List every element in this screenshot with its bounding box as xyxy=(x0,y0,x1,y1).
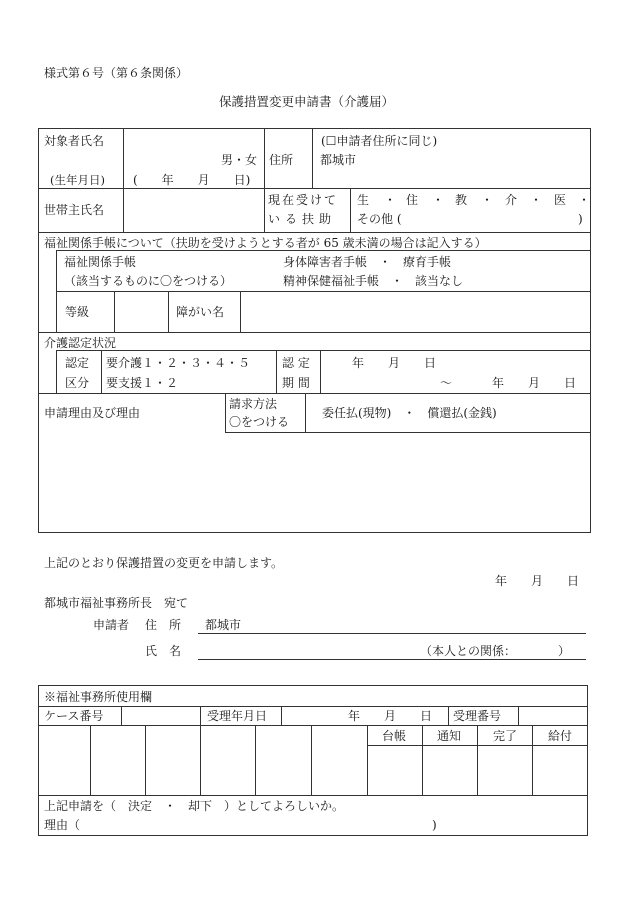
period-end-date[interactable]: 年 月 日 xyxy=(492,376,577,390)
disability-label: 障がい名 xyxy=(176,305,225,319)
address-same-checkbox[interactable]: (☐申請者住所に同じ) xyxy=(321,134,438,148)
support-levels[interactable]: 要支援１・２ xyxy=(106,376,179,390)
care-cert-heading: 介護認定状況 xyxy=(44,336,117,350)
claim-method-instruction: 〇をつける xyxy=(229,415,290,429)
status-complete: 完了 xyxy=(493,729,518,743)
cert-category-label: 区分 xyxy=(65,376,90,390)
sex-options[interactable]: 男・女 xyxy=(221,153,258,167)
aid-separator: ・ xyxy=(384,193,397,207)
subject-name-label: 対象者氏名 xyxy=(44,134,105,148)
decision-reason-close: ) xyxy=(432,818,437,832)
applicant-name-label: 氏 名 xyxy=(145,644,182,658)
cert-period-label: 認 定 xyxy=(282,356,310,370)
declaration-statement: 上記のとおり保護措置の変更を申請します。 xyxy=(44,556,284,570)
aid-option-jutaku[interactable]: 住 xyxy=(406,193,419,207)
status-notice: 通知 xyxy=(437,729,462,743)
grade-label: 等級 xyxy=(65,305,90,319)
welfare-book-label: 福祉関係手帳 xyxy=(64,255,137,269)
address-underline xyxy=(198,633,586,634)
aid-other-close: ) xyxy=(578,212,583,226)
received-number-label: 受理番号 xyxy=(453,709,502,723)
status-ledger: 台帳 xyxy=(382,729,407,743)
page-title: 保護措置変更申請書（介護届） xyxy=(219,94,395,109)
period-start-date[interactable]: 年 月 日 xyxy=(352,356,437,370)
aid-separator: ・ xyxy=(481,193,494,207)
aid-option-kaigo[interactable]: 介 xyxy=(505,193,518,207)
cert-period-label-2: 期 間 xyxy=(282,376,310,390)
cert-label: 認定 xyxy=(65,356,90,370)
relation-field[interactable]: （本人との関係： ） xyxy=(420,644,571,658)
aid-label-line1: 現在受けて xyxy=(268,193,339,207)
care-levels[interactable]: 要介護１・２・３・４・５ xyxy=(106,356,251,370)
aid-option-kyoiku[interactable]: 教 xyxy=(455,193,468,207)
address-city: 都城市 xyxy=(320,153,357,167)
addressee: 都城市福祉事務所長 宛て xyxy=(44,596,189,610)
reason-label: 申請理由及び理由 xyxy=(44,406,141,420)
aid-separator: ・ xyxy=(578,193,591,207)
reason-textarea[interactable] xyxy=(39,433,589,531)
aid-label-line2: いる扶助 xyxy=(268,212,337,226)
claim-method-label: 請求方法 xyxy=(229,397,278,411)
welfare-book-options-1[interactable]: 身体障害者手帳 ・ 療育手帳 xyxy=(283,255,452,269)
decision-reason-label: 理由（ xyxy=(44,818,81,832)
status-payment: 給付 xyxy=(548,729,573,743)
birthdate-field[interactable]: ( 年 月 日) xyxy=(133,173,251,187)
form-number: 様式第６号（第６条関係） xyxy=(44,66,189,80)
welfare-book-heading: 福祉関係手帳について（扶助を受けようとする者が 65 歳未満の場合は記入する） xyxy=(44,236,487,250)
decision-line[interactable]: 上記申請を（ 決定 ・ 却下 ）としてよろしいか。 xyxy=(44,799,345,813)
case-number-label: ケース番号 xyxy=(44,709,104,723)
applicant-address-label: 住 所 xyxy=(145,618,182,632)
applicant-address-value[interactable]: 都城市 xyxy=(205,618,242,632)
birthdate-label: (生年月日) xyxy=(50,173,105,187)
address-label: 住所 xyxy=(269,153,294,167)
aid-option-other[interactable]: その他 ( xyxy=(357,212,402,226)
welfare-book-options-2[interactable]: 精神保健福祉手帳 ・ 該当なし xyxy=(283,274,464,288)
applicant-label: 申請者 xyxy=(93,618,130,632)
office-use-heading: ※福祉事務所使用欄 xyxy=(44,690,153,704)
received-date-field[interactable]: 年 月 日 xyxy=(348,709,433,723)
aid-separator: ・ xyxy=(432,193,445,207)
welfare-book-instruction: （該当するものに〇をつける） xyxy=(64,274,233,288)
name-underline xyxy=(198,659,586,660)
aid-separator: ・ xyxy=(530,193,543,207)
claim-method-options[interactable]: 委任払(現物) ・ 償還払(金銭) xyxy=(322,406,497,420)
received-date-label: 受理年月日 xyxy=(207,709,268,723)
period-tilde: ～ xyxy=(440,376,453,390)
declaration-date[interactable]: 年 月 日 xyxy=(495,574,580,588)
aid-option-iryo[interactable]: 医 xyxy=(554,193,567,207)
aid-option-seikatsu[interactable]: 生 xyxy=(357,193,370,207)
household-head-label: 世帯主氏名 xyxy=(44,203,105,217)
